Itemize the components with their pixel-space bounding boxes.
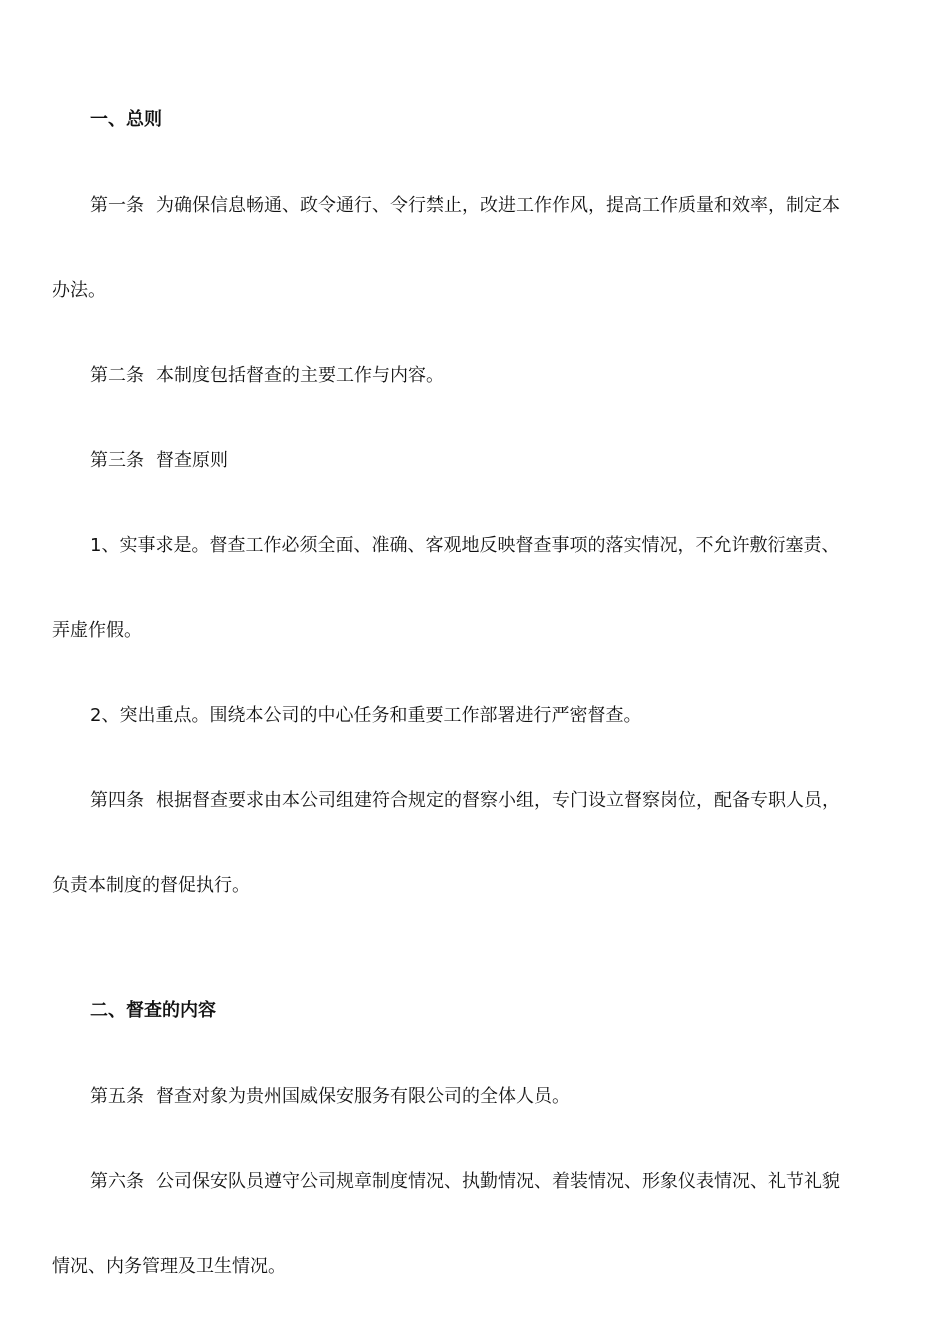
- principle-text: 2、突出重点。围绕本公司的中心任务和重要工作部署进行严密督查。: [90, 705, 642, 726]
- section-heading: 一、总则: [90, 109, 162, 130]
- article-text: 督查原则: [156, 450, 228, 471]
- section-heading: 二、督查的内容: [90, 1000, 216, 1021]
- article-4-continued: 负责本制度的督促执行。: [52, 875, 250, 896]
- article-text: 督查对象为贵州国威保安服务有限公司的全体人员。: [156, 1086, 570, 1107]
- principle-1-continued: 弄虚作假。: [52, 620, 142, 641]
- principle-text: 1、实事求是。督查工作必须全面、准确、客观地反映督查事项的落实情况，不允许敷衍塞责、: [90, 535, 840, 556]
- article-number: 第六条: [90, 1171, 144, 1192]
- article-6-continued: 情况、内务管理及卫生情况。: [52, 1256, 286, 1277]
- article-number: 第一条: [90, 195, 144, 216]
- article-text: 根据督查要求由本公司组建符合规定的督察小组，专门设立督察岗位，配备专职人员，: [156, 790, 840, 811]
- article-number: 第二条: [90, 365, 144, 386]
- article-1-continued: 办法。: [52, 280, 106, 301]
- article-3: [90, 448, 228, 474]
- article-6: [90, 1169, 840, 1195]
- article-number: 第三条: [90, 450, 144, 471]
- article-number: 第五条: [90, 1086, 144, 1107]
- article-text: 公司保安队员遵守公司规章制度情况、执勤情况、着装情况、形象仪表情况、礼节礼貌: [156, 1171, 840, 1192]
- article-number: 第四条: [90, 790, 144, 811]
- article-4: [90, 788, 840, 814]
- article-2: [90, 363, 444, 389]
- principle-2: [90, 703, 641, 729]
- principle-1: [90, 533, 839, 559]
- article-5: [90, 1084, 570, 1110]
- article-text: 为确保信息畅通、政令通行、令行禁止，改进工作作风，提高工作质量和效率，制定本: [156, 195, 840, 216]
- article-text: 本制度包括督查的主要工作与内容。: [156, 365, 444, 386]
- article-1: [90, 193, 840, 219]
